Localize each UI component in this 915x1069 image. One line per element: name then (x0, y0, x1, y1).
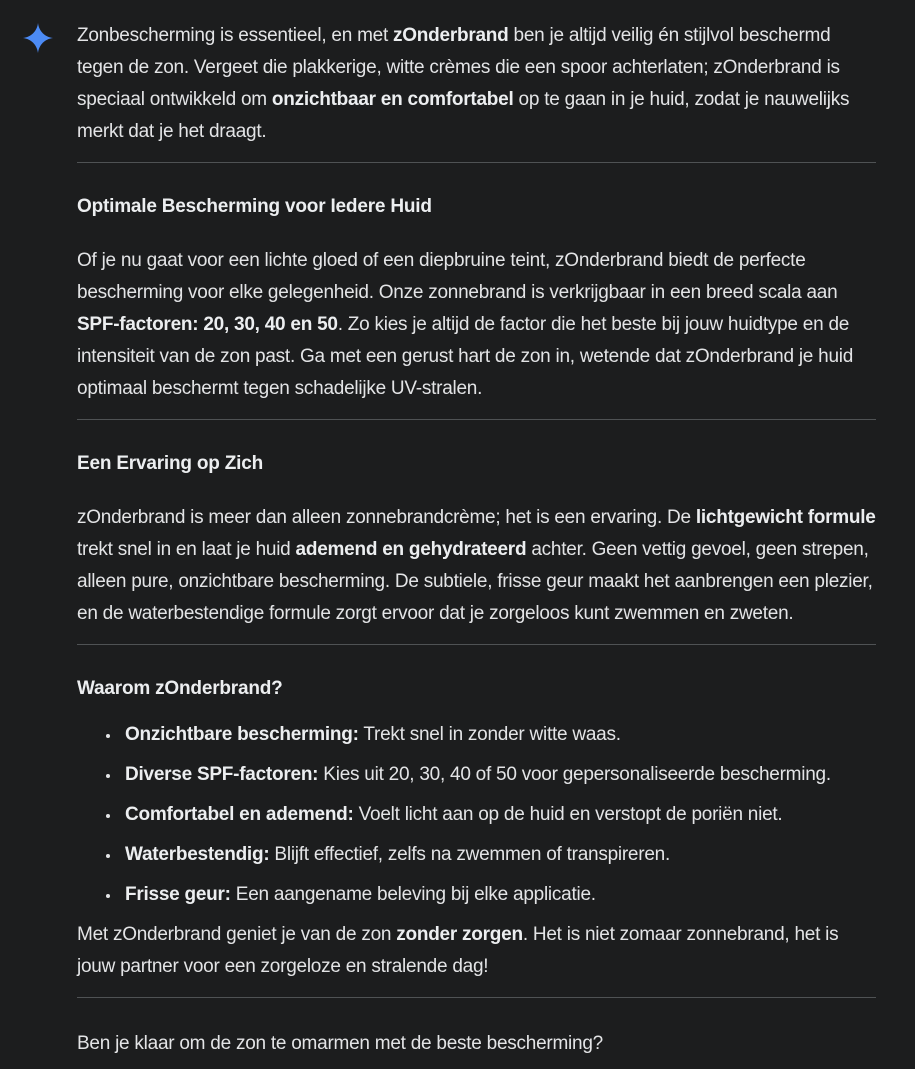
paragraph-closing (77, 919, 876, 983)
gemini-sparkle-icon (23, 23, 53, 53)
list-item (121, 799, 876, 831)
bold-text: lichtgewicht formule (695, 507, 876, 528)
section-divider (77, 419, 876, 420)
body-text: . Zo kies je altijd de factor die het beste bij jouw huidtype en de intensiteit van de zon past. Ga met een gerust hart de zon in, wetende dat zOnderbrand je huid optimaal beschermt tegen schadelijke UV-stralen. (77, 314, 854, 399)
body-text: Voelt licht aan op de huid en verstopt de poriën niet. (353, 804, 783, 825)
assistant-avatar (23, 23, 53, 53)
bold-text: Diverse SPF-factoren: (125, 764, 319, 785)
body-text: . Het is niet zomaar zonnebrand, het is jouw partner voor een zorgeloze en stralende dag! (77, 924, 839, 977)
section-heading-bescherming: Optimale Bescherming voor Iedere Huid (77, 196, 432, 217)
body-text: ben je altijd veilig én stijlvol beschermd tegen de zon. Vergeet die plakkerige, witte crèmes die een spoor achterlaten; zOnderbrand is speciaal ontwikkeld om (77, 25, 840, 110)
paragraph-bescherming (77, 245, 876, 405)
body-text: Kies uit 20, 30, 40 of 50 voor gepersonaliseerde bescherming. (318, 764, 831, 785)
body-text: Of je nu gaat voor een lichte gloed of een diepbruine teint, zOnderbrand biedt de perfecte bescherming voor elke gelegenheid. Onze zonnebrand is verkrijgbaar in een breed scala aan (77, 250, 838, 303)
bold-text: onzichtbaar en comfortabel (271, 89, 514, 110)
body-text: achter. Geen vettig gevoel, geen strepen, alleen pure, onzichtbare bescherming. De subtiele, frisse geur maakt het aanbrengen een plezier, en de waterbestendige formule zorgt ervoor dat je zorgeloos kunt zwemmen en zweten. (77, 539, 873, 624)
body-text: op te gaan in je huid, zodat je nauwelijks merkt dat je het draagt. (77, 89, 850, 142)
bold-text: Frisse geur: (125, 884, 231, 905)
body-text: Ben je klaar om de zon te omarmen met de beste bescherming? (77, 1033, 603, 1054)
assistant-response (77, 0, 876, 1069)
list-item (121, 879, 876, 911)
body-text: trekt snel in en laat je huid (77, 539, 296, 560)
body-text: Trekt snel in zonder witte waas. (358, 724, 621, 745)
body-text: Een aangename beleving bij elke applicatie. (230, 884, 596, 905)
bold-text: ademend en gehydrateerd (295, 539, 527, 560)
section-heading-ervaring: Een Ervaring op Zich (77, 453, 264, 474)
paragraph-intro (77, 20, 876, 148)
bold-text: zonder zorgen (396, 924, 523, 945)
paragraph-ervaring (77, 502, 876, 630)
section-heading-waarom: Waarom zOnderbrand? (77, 678, 283, 699)
body-text: Zonbescherming is essentieel, en met (77, 25, 394, 46)
section-divider (77, 162, 876, 163)
bold-text: SPF-factoren: 20, 30, 40 en 50 (77, 314, 338, 335)
list-item (121, 759, 876, 791)
bold-text: Onzichtbare bescherming: (125, 724, 359, 745)
bold-text: Comfortabel en ademend: (125, 804, 354, 825)
list-item (121, 719, 876, 751)
bold-text: zOnderbrand (393, 25, 509, 46)
section-divider (77, 644, 876, 645)
benefits-list (77, 719, 876, 911)
section-divider (77, 997, 876, 998)
body-text: Met zOnderbrand geniet je van de zon (77, 924, 397, 945)
body-text: zOnderbrand is meer dan alleen zonnebrandcrème; het is een ervaring. De (77, 507, 696, 528)
list-item (121, 839, 876, 871)
sparkle-shape (23, 23, 53, 53)
paragraph-question (77, 1028, 876, 1060)
body-text: Blijft effectief, zelfs na zwemmen of transpireren. (269, 844, 670, 865)
bold-text: Waterbestendig: (125, 844, 270, 865)
